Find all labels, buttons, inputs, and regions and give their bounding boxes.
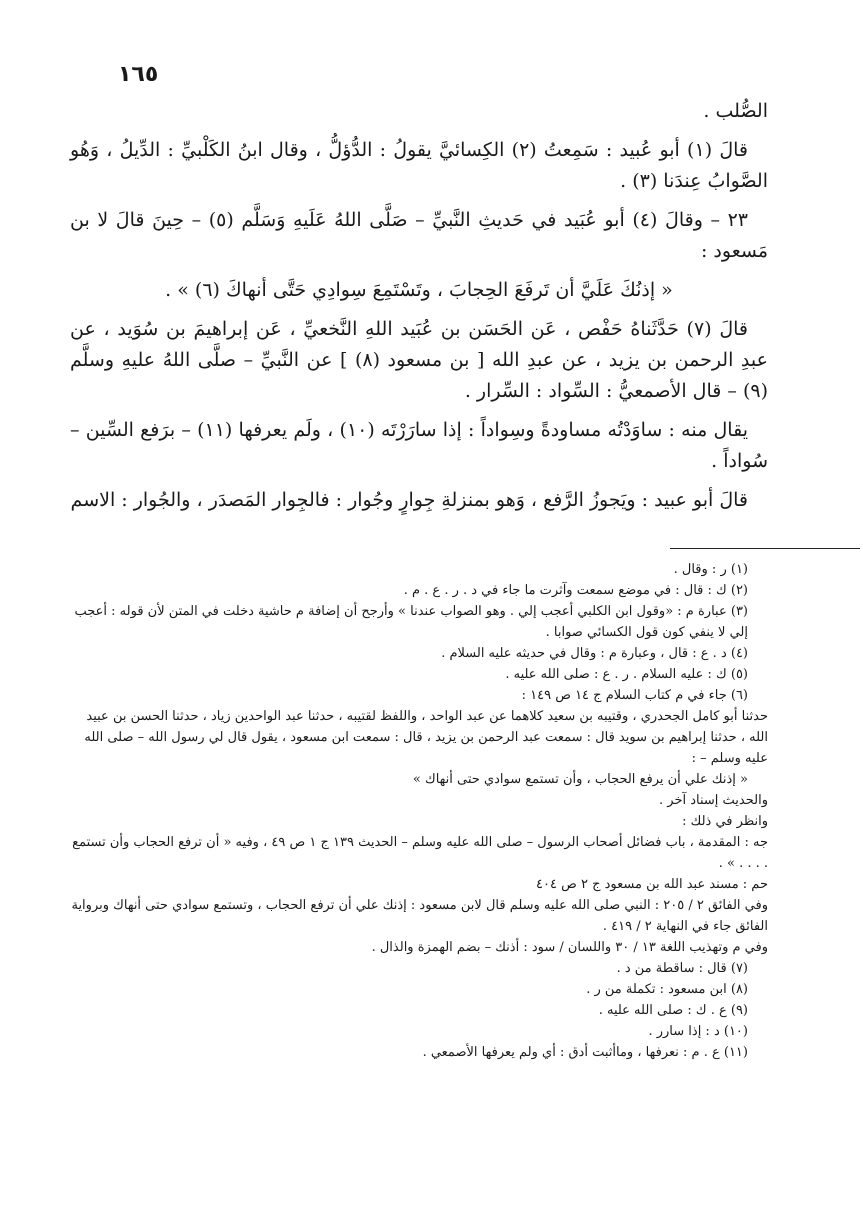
- footnote: (٧) قال : ساقطة من د .: [616, 961, 748, 976]
- footnote-text: حدثنا أبو كامل الجحدري ، وقتيبه بن سعيد كلاهما عن عبد الواحد ، واللفظ لقتيبه ، حدثنا عبد الواحدين زياد ، حدثنا الحسن بن عبيد الله ، حدثنا إبراهيم بن سويد قال : سمعت عبد الرحمن بن يزيد ، قال : سمعت ابن مسعود ، يقول قال لي رسول الله – صلى الله عليه وسلم – :: [84, 709, 768, 766]
- footnote-divider: [670, 548, 860, 549]
- footnote: (٣) عبارة م : «وقول ابن الكلبي أعجب إلي . وهو الصواب عندنا » وأرجح أن إضافة م حاشية دخلت في المتن لأن قوله : أعجب إلي لا ينفي كون قول الكسائي صوابا .: [74, 604, 748, 640]
- footnote-quote: « إذنك علي أن يرفع الحجاب ، وأن تستمع سوادي حتى أنهاك »: [412, 772, 748, 787]
- footnote-text: وفي الفائق ٢ / ٢٠٥ : النبي صلى الله عليه وسلم قال لابن مسعود : إذنك علي أن ترفع الحجاب ، وتستمع سوادي حتى أنهاك وبرواية الفائق جاء في النهاية ٢ / ٤١٩ .: [71, 898, 768, 934]
- footnote-text: وفي م وتهذيب اللغة ١٣ / ٣٠ واللسان / سود : أذنك – بضم الهمزة والذال .: [371, 940, 768, 955]
- footnote: (٢) ك : قال : في موضع سمعت وآثرت ما جاء في د . ر . ع . م .: [403, 583, 748, 598]
- main-paragraph: يقال منه : ساوَدْتُه مساودةً وسِواداً : إذا سارَرْتَه (١٠) ، ولَم يعرفها (١١) – برَفع السِّين – سُواداً .: [70, 419, 768, 472]
- main-text: [70, 96, 768, 516]
- footnote: (١١) ع . م : نعرفها ، وماأثبت أدق : أي ولم يعرفها الأصمعي .: [422, 1045, 748, 1060]
- main-paragraph: قالَ (٧) حَدَّثَناهُ حَفْص ، عَن الحَسَن بن عُبَيد اللهِ النَّخعيِّ ، عَن إبراهيمَ بن سُوَيد ، عن عبدِ الرحمن بن يزيد ، عن عبدِ الله [ بن مسعود (٨) ] عن النَّبيِّ – صلَّى اللهُ عليهِ وسلَّم (٩) – قال الأصمعيُّ : السِّواد : السِّرار .: [70, 318, 768, 402]
- footnote: (٥) ك : عليه السلام . ر . ع : صلى الله عليه .: [505, 667, 748, 682]
- footnote-text: جه : المقدمة ، باب فضائل أصحاب الرسول – صلى الله عليه وسلم – الحديث ١٣٩ ج ١ ص ٤٩ ، وفيه « أن ترفع الحجاب وأن تستمع . . . . » .: [72, 835, 768, 871]
- main-paragraph: قالَ أبو عبيد : ويَجوزُ الرَّفع ، وَهو بمنزلةِ جِوارٍ وجُوار : فالجِوار المَصدَر ، والجُوار : الاسم: [70, 489, 748, 511]
- main-paragraph: الصُّلب .: [703, 100, 768, 122]
- hadith-quote: « إذنُكَ عَلَيَّ أن تَرفَعَ الحِجابَ ، وتَسْتَمِعَ سِوادِي حَتَّى أنهاكَ (٦) » .: [165, 279, 673, 301]
- footnote: (١) ر : وقال .: [673, 562, 748, 577]
- footnote-text: حم : مسند عبد الله بن مسعود ج ٢ ص ٤٠٤: [536, 877, 768, 892]
- footnotes: [70, 559, 768, 1063]
- main-paragraph: قالَ (١) أبو عُبيد : سَمِعتُ (٢) الكِسائيَّ يقولُ : الدُّؤلُّ ، وقال ابنُ الكَلْبيِّ : الدِّيلُ ، وَهُو الصَّوابُ عِندَنا (٣) .: [70, 139, 768, 192]
- footnote-text: والحديث إسناد آخر .: [659, 793, 768, 808]
- footnote: (٩) ع . ك : صلى الله عليه .: [598, 1003, 748, 1018]
- footnote: (٦) جاء في م كتاب السلام ج ١٤ ص ١٤٩ :: [521, 688, 748, 703]
- main-paragraph: ٢٣ – وقالَ (٤) أبو عُبَيد في حَديثِ النَّبيِّ – صَلَّى اللهُ عَلَيهِ وَسَلَّم (٥) – حِينَ قالَ لا بن مَسعود :: [70, 209, 768, 262]
- page-number: ١٦٥: [118, 62, 159, 87]
- footnote: (١٠) د : إذا سارر .: [648, 1024, 748, 1039]
- footnote: (٨) ابن مسعود : تكملة من ر .: [586, 982, 748, 997]
- footnote: (٤) د . ع : قال ، وعبارة م : وقال في حديثه عليه السلام .: [441, 646, 748, 661]
- footnote-text: وانظر في ذلك :: [682, 814, 768, 829]
